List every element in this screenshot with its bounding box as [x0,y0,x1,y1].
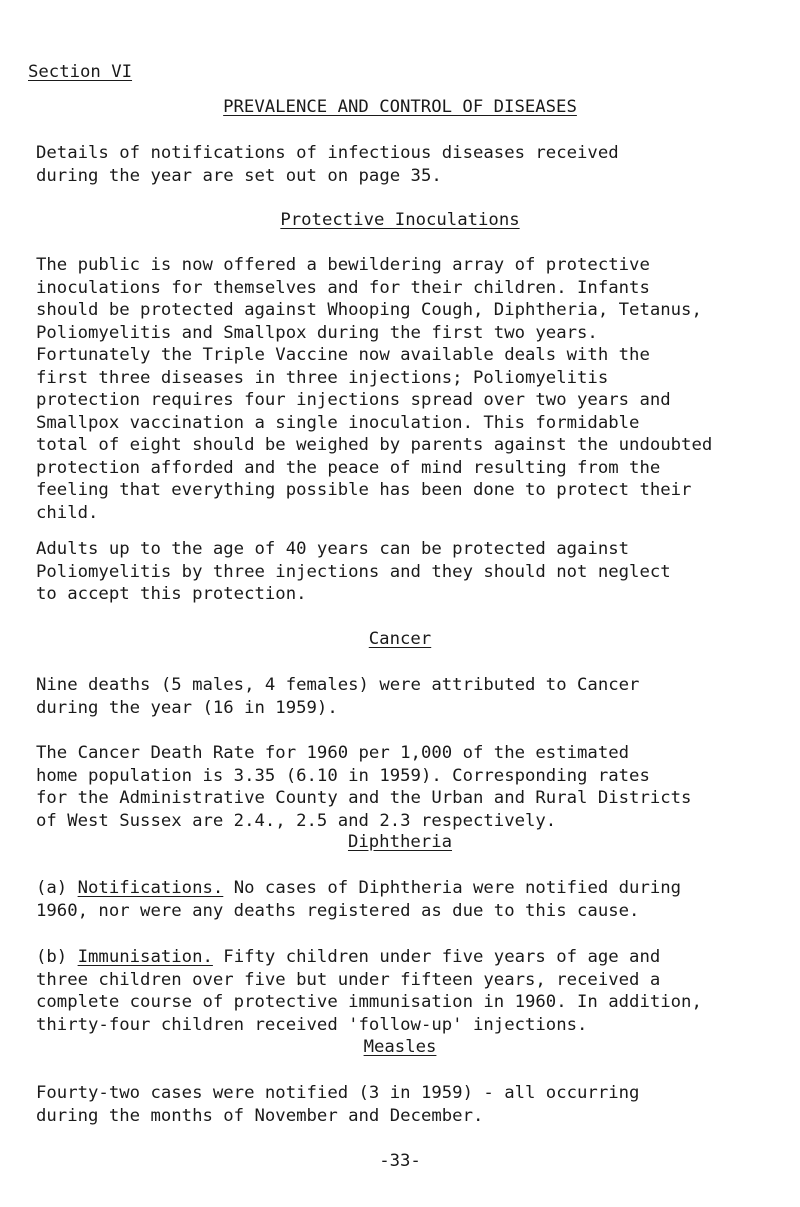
heading-text: Cancer [368,629,432,649]
text-line: during the months of November and December. [36,1105,484,1126]
text-line: feeling that everything possible has been done to protect their [36,480,692,500]
protective-paragraph-2 [36,538,786,606]
text-line: The public is now offered a bewildering array of protective [36,255,650,275]
text-fragment: Fifty children under five years of age and [212,947,661,967]
heading-text: Diphtheria [347,832,453,852]
notifications-label: Notifications. [77,878,224,898]
heading-diphtheria [0,832,800,852]
heading-measles [0,1037,800,1057]
text-line: child. [36,502,99,523]
text-line: protection afforded and the peace of mind resulting from the [36,457,661,478]
heading-text: Protective Inoculations [280,210,520,230]
text-line: Fourty-two cases were notified (3 in 1959) - all occurring [36,1083,640,1103]
page-number: -33- [379,1151,421,1171]
section-label: Section VI [28,62,133,82]
heading-text: Measles [363,1037,437,1057]
text-line: first three diseases in three injections; Poliomyelitis [36,367,609,388]
diphtheria-notifications-paragraph [36,877,786,922]
heading-protective-inoculations [0,210,800,230]
text-line: Poliomyelitis by three injections and they should not neglect [36,561,671,582]
text-fragment: No cases of Diphtheria were notified during [223,878,682,898]
text-line: to accept this protection. [36,584,307,604]
text-line: Smallpox vaccination a single inoculation. This formidable [36,412,640,433]
text-line: Fortunately the Triple Vaccine now available deals with the [36,345,650,365]
text-line: (a) Notifications. No cases of Diphtheria were notified during [36,878,682,898]
text-line: Poliomyelitis and Smallpox during the first two years. [36,322,598,343]
text-line: for the Administrative County and the Urban and Rural Districts [36,788,692,808]
text-line: during the year are set out on page 35. [36,165,442,186]
text-line: total of eight should be weighed by parents against the undoubted [36,435,713,455]
immunisation-label: Immunisation. [77,947,213,967]
text-line: (b) Immunisation. Fifty children under five years of age and [36,947,661,967]
text-line: 1960, nor were any deaths registered as due to this cause. [36,900,640,921]
text-line: of West Sussex are 2.4., 2.5 and 2.3 respectively. [36,810,557,831]
cancer-paragraph-1 [36,674,786,719]
text-line: home population is 3.35 (6.10 in 1959). Corresponding rates [36,765,650,786]
measles-paragraph [36,1082,786,1127]
protective-paragraph-1 [36,254,786,524]
cancer-paragraph-2 [36,742,786,832]
text-line: during the year (16 in 1959). [36,697,338,718]
text-line: The Cancer Death Rate for 1960 per 1,000 of the estimated [36,743,630,763]
text-line: complete course of protective immunisation in 1960. In addition, [36,992,702,1012]
text-line: Details of notifications of infectious diseases received [36,143,619,163]
text-line: should be protected against Whooping Cough, Diphtheria, Tetanus, [36,300,702,320]
intro-paragraph [36,142,786,187]
heading-cancer [0,629,800,649]
text-line: three children over five but under fifteen years, received a [36,969,661,990]
page-title-text: PREVALENCE AND CONTROL OF DISEASES [223,97,577,117]
page-title [0,97,800,117]
text-line: protection requires four injections spread over two years and [36,390,671,410]
text-line: inoculations for themselves and for their children. Infants [36,277,650,298]
text-line: Nine deaths (5 males, 4 females) were attributed to Cancer [36,675,640,695]
text-line: Adults up to the age of 40 years can be protected against [36,539,630,559]
text-line: thirty-four children received 'follow-up' injections. [36,1014,588,1035]
diphtheria-immunisation-paragraph [36,946,786,1036]
